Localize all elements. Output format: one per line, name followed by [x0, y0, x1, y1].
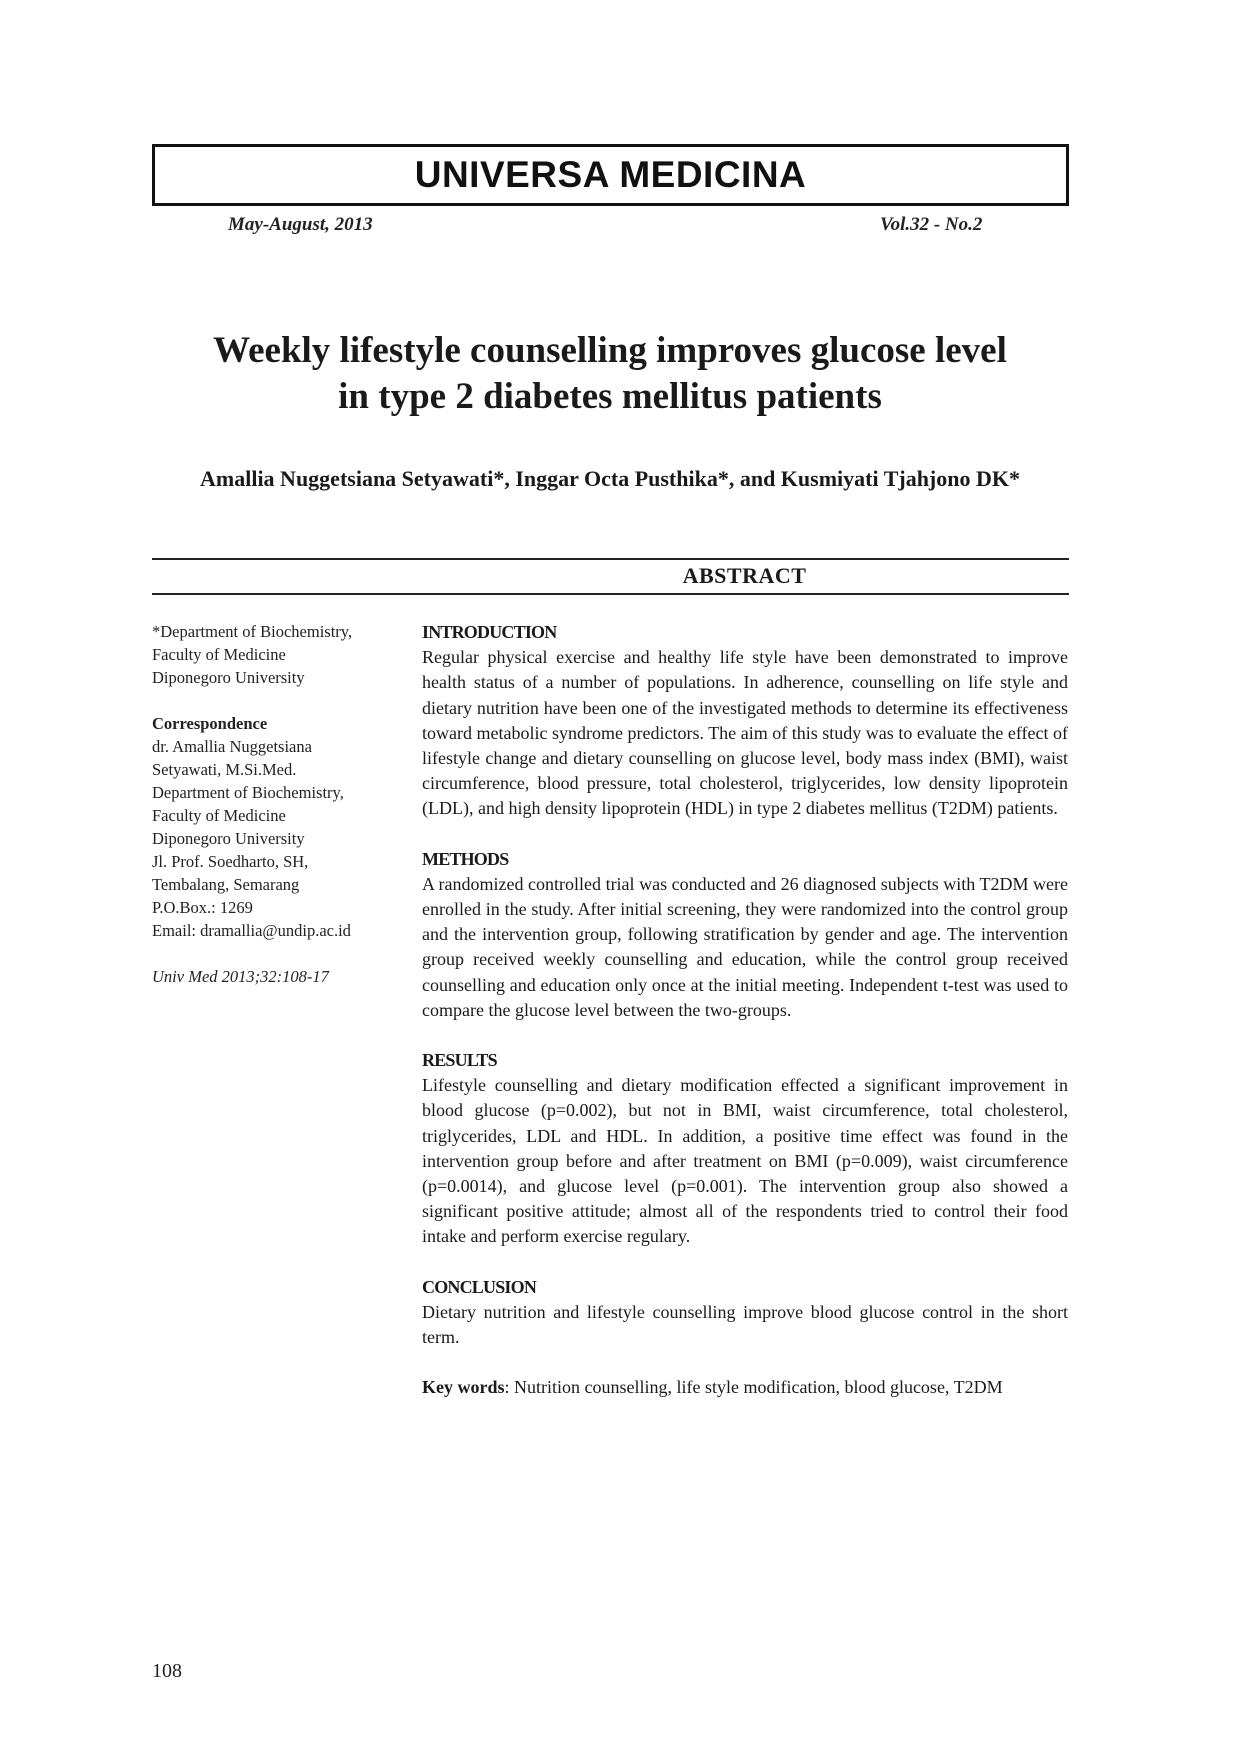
affiliation-line: *Department of Biochemistry,	[152, 622, 353, 641]
correspondence-heading: Correspondence	[152, 714, 268, 733]
citation: Univ Med 2013;32:108-17	[152, 967, 329, 986]
journal-name: UNIVERSA MEDICINA	[414, 154, 807, 195]
abstract-rule-top	[152, 558, 1069, 560]
paper-title-line-1: Weekly lifestyle counselling improves glucose level	[213, 330, 1007, 371]
section-text-introduction: Regular physical exercise and healthy life style have been demonstrated to improve health status of a number of populations. In adherence, counselling on life style and dietary nutrition have been one of the investigated methods to determine its effectiveness toward metabolic syndrome predictors. The aim of this study was to evaluate the effect of lifestyle change and dietary counselling on glucose level, body mass index (BMI), waist circumference, blood pressure, total cholesterol, triglycerides, low density lipoprotein (LDL), and high density lipoprotein (HDL) in type 2 diabetes mellitus (T2DM) patients.	[422, 647, 1068, 819]
journal-header-box	[152, 144, 1069, 206]
correspondence-line: Faculty of Medicine	[152, 806, 286, 825]
correspondence-line: dr. Amallia Nuggetsiana	[152, 737, 312, 756]
correspondence-line: Jl. Prof. Soedharto, SH,	[152, 852, 309, 871]
correspondence-email: Email: dramallia@undip.ac.id	[152, 921, 351, 940]
correspondence-line: Diponegoro University	[152, 829, 305, 848]
keywords-text: : Nutrition counselling, life style modification, blood glucose, T2DM	[504, 1377, 1003, 1398]
keywords	[422, 1375, 1068, 1400]
keywords-label: Key words	[422, 1377, 505, 1398]
affiliation-sidebar	[152, 620, 402, 988]
page-number: 108	[152, 1660, 182, 1682]
author-list: Amallia Nuggetsiana Setyawati*, Inggar Octa Pusthika*, and Kusmiyati Tjahjono DK*	[200, 466, 1020, 491]
abstract-body	[422, 620, 1068, 1400]
correspondence-line: Setyawati, M.Si.Med.	[152, 760, 297, 779]
section-heading-introduction: INTRODUCTION	[422, 622, 557, 642]
section-heading-conclusion: CONCLUSION	[422, 1276, 537, 1297]
abstract-rule-bottom	[152, 593, 1069, 595]
correspondence-line: Tembalang, Semarang	[152, 875, 300, 894]
section-heading-methods: METHODS	[422, 848, 509, 869]
section-text-conclusion: Dietary nutrition and lifestyle counselling improve blood glucose control in the short term.	[422, 1301, 1068, 1348]
issue-volume: Vol.32 - No.2	[880, 214, 983, 235]
paper-title-line-2: in type 2 diabetes mellitus patients	[338, 376, 882, 417]
section-text-results: Lifestyle counselling and dietary modification effected a significant improvement in blood glucose (p=0.002), but not in BMI, waist circumference, total cholesterol, triglycerides, LDL and HDL. In addition, a positive time effect was found in the intervention group before and after treatment on BMI (p=0.009), waist circumference (p=0.0014), and glucose level (p=0.001). The intervention group also showed a significant positive attitude; almost all of the respondents tried to control their food intake and perform exercise regulary.	[422, 1075, 1068, 1247]
abstract-heading: ABSTRACT	[682, 563, 807, 588]
paper-title	[140, 328, 1080, 420]
issue-date: May-August, 2013	[228, 214, 373, 235]
correspondence-line: P.O.Box.: 1269	[152, 898, 253, 917]
affiliation-line: Diponegoro University	[152, 668, 305, 687]
correspondence-line: Department of Biochemistry,	[152, 783, 344, 802]
section-heading-results: RESULTS	[422, 1050, 497, 1071]
section-text-methods: A randomized controlled trial was conducted and 26 diagnosed subjects with T2DM were enrolled in the study. After initial screening, they were randomized into the control group and the intervention group, following stratification by gender and age. The intervention group received weekly counselling and education, while the control group received counselling and education only once at the initial meeting. Independent t-test was used to compare the glucose level between the two-groups.	[422, 873, 1068, 1020]
affiliation-line: Faculty of Medicine	[152, 645, 286, 664]
